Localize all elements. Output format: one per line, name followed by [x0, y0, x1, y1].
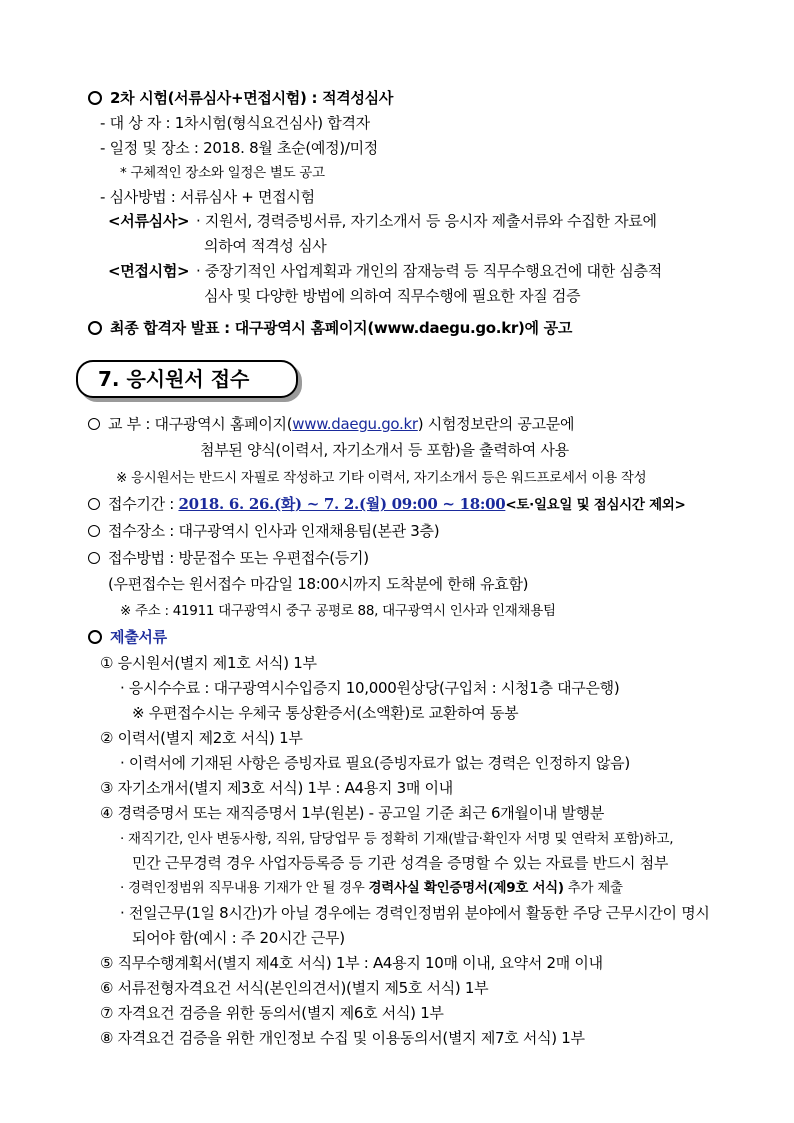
doc-review-text-2: 의하여 적격성 심사 [204, 237, 327, 255]
doc-2-note: · 이력서에 기재된 사항은 증빙자료 필요(증빙자료가 없는 경력은 인정하지 않음) [120, 754, 630, 772]
target-line: - 대 상 자 : 1차시험(형식요건심사) 합격자 [100, 114, 370, 132]
doc-4-note-c2: 되어야 함(예시 : 주 20시간 근무) [132, 929, 345, 947]
place-item: 접수장소 : 대구광역시 인사과 인재채용팀(본관 3층) [88, 521, 439, 541]
circle-bullet-icon [88, 552, 100, 564]
second-exam-item: 2차 시험(서류심사+면접시험) : 적격성심사 [88, 88, 393, 108]
final-announcement: 최종 합격자 발표 : 대구광역시 홈페이지(www.daegu.go.kr)에 공고 [88, 318, 572, 338]
distribution-item: 교 부 : 대구광역시 홈페이지(www.daegu.go.kr) 시험정보란의 공고문에 [88, 414, 574, 434]
submit-note: (우편접수는 원서접수 마감일 18:00시까지 도착분에 한해 유효함) [108, 575, 529, 593]
period-item: 접수기간 : 2018. 6. 26.(화) ~ 7. 2.(월) 09:00 ~ 18:00<토·일요일 및 점심시간 제외> [88, 494, 686, 515]
schedule-note: * 구체적인 장소와 일정은 별도 공고 [120, 165, 325, 181]
section-7-title: 7. 응시원서 접수 [98, 367, 250, 391]
distribution-line-2: 첨부된 양식(이력서, 자기소개서 등 포함)을 출력하여 사용 [200, 441, 569, 459]
interview-text-1: · 중장기적인 사업계획과 개인의 잠재능력 등 직무수행요건에 대한 심층적 [196, 262, 662, 280]
doc-3: ③ 자기소개서(별지 제3호 서식) 1부 : A4용지 3매 이내 [100, 779, 453, 797]
period-note: <토·일요일 및 점심시간 제외> [505, 497, 686, 513]
doc-1-note: ※ 우편접수시는 우체국 통상환증서(소액환)로 교환하여 동봉 [132, 704, 519, 722]
circle-bullet-icon [88, 498, 100, 510]
doc-5: ⑤ 직무수행계획서(별지 제4호 서식) 1부 : A4용지 10매 이내, 요약서 2매 이내 [100, 954, 603, 972]
circle-bullet-icon [88, 525, 100, 537]
doc-review-text-1: · 지원서, 경력증빙서류, 자기소개서 등 응시자 제출서류와 수집한 자료에 [196, 212, 657, 230]
submit-method-item: 접수방법 : 방문접수 또는 우편접수(등기) [88, 548, 369, 568]
doc-4-note-c1: · 전일근무(1일 8시간)가 아닐 경우에는 경력인정범위 분야에서 활동한 주당 근무시간이 명시 [120, 904, 710, 922]
circle-bullet-icon [88, 91, 102, 105]
doc-8: ⑧ 자격요건 검증을 위한 개인정보 수집 및 이용동의서(별지 제7호 서식) 1부 [100, 1029, 585, 1047]
interview-label: <면접시험> [108, 262, 190, 280]
doc-4-note-b: · 경력인정범위 직무내용 기재가 안 될 경우 경력사실 확인증명서(제9호 서식) 추가 제출 [120, 880, 623, 896]
method-line: - 심사방법 : 서류심사 + 면접시험 [100, 188, 315, 206]
doc-7: ⑦ 자격요건 검증을 위한 동의서(별지 제6호 서식) 1부 [100, 1004, 444, 1022]
doc-4: ④ 경력증명서 또는 재직증명서 1부(원본) - 공고일 기준 최근 6개월이내 발행분 [100, 804, 605, 822]
docs-title-item: 제출서류 [88, 627, 167, 647]
doc-4-note-a2: 민간 근무경력 경우 사업자등록증 등 기관 성격을 증명할 수 있는 자료를 반드시 첨부 [132, 854, 669, 872]
doc-1-fee: · 응시수수료 : 대구광역시수입증지 10,000원상당(구입처 : 시청1층 대구은행) [120, 679, 620, 697]
doc-review-label: <서류심사> [108, 212, 190, 230]
circle-bullet-icon [88, 321, 102, 335]
doc-6: ⑥ 서류전형자격요건 서식(본인의견서)(별지 제5호 서식) 1부 [100, 979, 489, 997]
doc-2: ② 이력서(별지 제2호 서식) 1부 [100, 729, 303, 747]
circle-bullet-icon [88, 418, 100, 430]
circle-bullet-icon [88, 630, 102, 644]
address-note: ※ 주소 : 41911 대구광역시 중구 공평로 88, 대구광역시 인사과 인재채용팀 [120, 603, 556, 619]
distribution-note: ※ 응시원서는 반드시 자필로 작성하고 기타 이력서, 자기소개서 등은 워드프로세서 이용 작성 [116, 470, 647, 486]
schedule-line: - 일정 및 장소 : 2018. 8월 초순(예정)/미정 [100, 139, 378, 157]
doc-1: ① 응시원서(별지 제1호 서식) 1부 [100, 654, 317, 672]
interview-text-2: 심사 및 다양한 방법에 의하여 직무수행에 필요한 자질 검증 [204, 287, 581, 305]
homepage-link[interactable]: www.daegu.go.kr [292, 415, 418, 433]
period-value: 2018. 6. 26.(화) ~ 7. 2.(월) 09:00 ~ 18:00 [178, 495, 506, 513]
section-7-heading [76, 360, 298, 398]
doc-4-note-a1: · 재직기간, 인사 변동사항, 직위, 담당업무 등 정확히 기재(발급·확인자 서명 및 연락처 포함)하고, [120, 831, 674, 847]
